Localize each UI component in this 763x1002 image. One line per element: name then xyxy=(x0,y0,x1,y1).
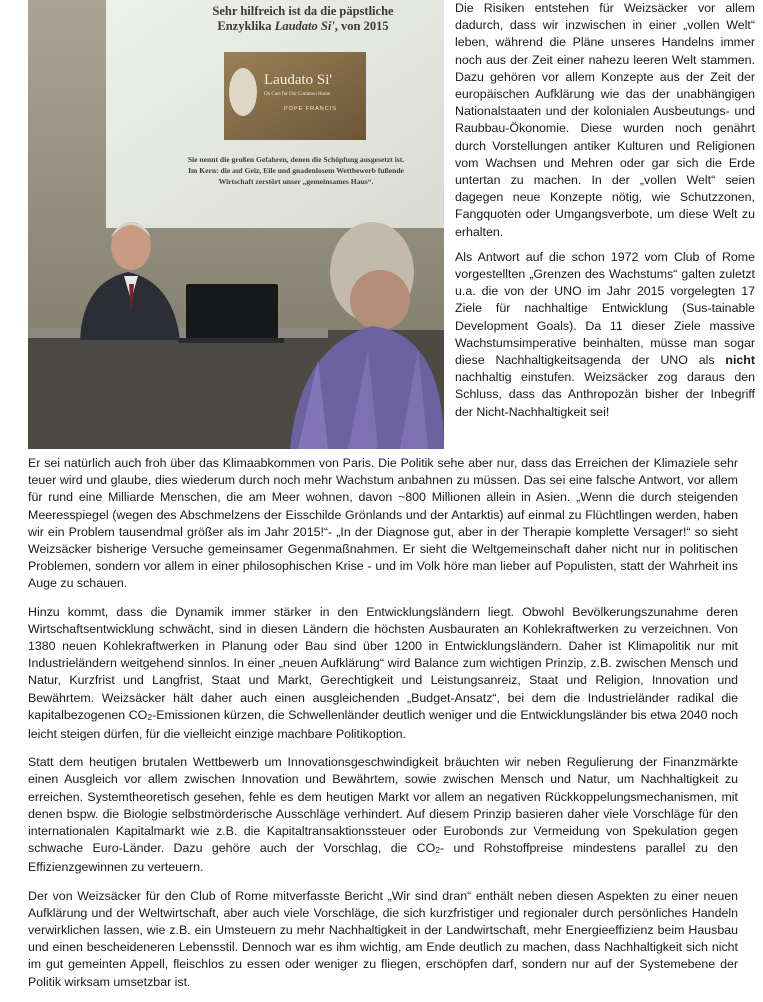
paragraph-club-of-rome: Als Antwort auf die schon 1972 vom Club of Rome vorgestellten „Grenzen des Wachstums“ galten zuletzt u.a. die von der UNO im Jahr 2015 vorgelegten 17 Ziele für nachhaltige Entwicklung (Sus-tainable Development Goals). Da 11 dieser Ziele massive Wachstumsimperative beinhalten, müsse man sogar diese Nachhaltigkeitsagenda der UNO als nicht nachhaltig einstufen. Weizsäcker zog daraus den Schluss, dass das Anthropozän bisher der Inbegriff der Nicht-Nachhaltigkeit sei! xyxy=(455,249,755,419)
slide-title-line2: Enzyklika Laudato Si', von 2015 xyxy=(217,19,389,33)
paragraph-developing-countries: Hinzu kommt, dass die Dynamik immer stärker in den Entwicklungsländern liegt. Obwohl Bevölkerungszunahme deren Wirtschaftsentwicklung schwächt, sind in diesen Ländern die höchsten Ausbauraten an Kohlekraftwerken zu verzeichnen. Von 1380 neuen Kohlekraftwerken in Planung oder Bau sind über 1200 in Entwicklungsländern. Daher ist Klimapolitik nur mit Industrieländern weitgehend sinnlos. In einer „neuen Aufklärung“ wird Balance zum wichtigen Prinzip, z.B. zwischen Mensch und Natur, Kurzfrist und Langfrist, Staat und Markt, Gerechtigkeit und Leistungsanreiz, Staat und Religion, Innovation und Bewährtem. Weizsäcker hält daher auch einen ausgleichenden „Budget-Ansatz“, bei dem die Industrieländer radikal die kapitalbezogenen CO2-Emissionen kürzen, die Schwellenländer deutlich weniger und die Entwicklungsländer bis etwa 2040 noch leicht steigen dürfen, für die vielleicht einzige machbare Politikoption. xyxy=(28,604,738,742)
lecture-photo xyxy=(28,0,444,449)
slide-caption-line1: Sie nennt die großen Gefahren, denen die Schöpfung ausgesetzt ist. xyxy=(187,155,405,164)
slide-title-line1: Sehr hilfreich ist da die päpstliche xyxy=(212,4,394,18)
right-column xyxy=(455,0,755,429)
paragraph-paris: Er sei natürlich auch froh über das Klimaabkommen von Paris. Die Politik sehe aber nur, dass das Erreichen der Klimaziele sehr teuer wird und glaube, dies wiederum durch noch mehr Wachstum anbahnen zu müssen. Das sei eine falsche Antwort, vor allem für rund eine Milliarde Menschen, die am Meer wohnen, davon ~800 Millionen allein in Asien. „Wenn die durch steigenden Meeresspiegel (wegen des Abschmelzens der Eisschilde Grönlands und der Antarktis) auf einmal zu Flüchtlingen werden, haben wir ein Problem tausendmal größer als im Jahr 2015!“- „In der Diagnose gut, aber in der Therapie komplette Versager!“ so sieht Weizsäcker bisherige Versuche gemeinsamer Gegenmaßnahmen. Er sieht die Weltgemeinschaft daher nicht nur in politischen Problemen, sondern vor allem in einer philosophischen Krise - und im Volk höre man lieber auf Populisten, statt der Wahrheit ins Auge zu schauen. xyxy=(28,456,738,591)
paragraph-competition: Statt dem heutigen brutalen Wettbewerb um Innovationsgeschwindigkeit bräuchten wir neben Regulierung der Finanzmärkte einen Ausgleich vor allem zwischen Innovation und Bewährtem, sowie zwischen Mensch und Natur, um Nachhaltigkeit zu erreichen. Systemtheoretisch gesehen, fehle es dem heutigen Markt vor allem an negativen Rückkoppelungsmechanismen, mit denen bspw. die Biologie selbstmörderische Ausschläge verhindert. Auf diesem Prinzip basieren daher viele Vorschläge für den internationalen Kapitalmarkt wie z.B. die Kapitaltransaktionssteuer oder Eurobonds zur Vermeidung von Spekulation gegen schwache Euro-Länder. Dazu gehöre auch der Vorschlag, die CO2- und Rohstoffpreise mindestens parallel zu den Effizienzgewinnen zu verteuern. xyxy=(28,755,738,875)
book-author: POPE FRANCIS xyxy=(284,106,337,112)
paragraph-report: Der von Weizsäcker für den Club of Rome mitverfasste Bericht „Wir sind dran“ enthält neben diesen Aspekten zu einer neuen Aufklärung und der Weltwirtschaft, aber auch viele Vorschläge, die sich kurzfristiger und regionaler durch persönliches Handeln verwirklichen lassen, wie z.B. ein Umsteuern zu mehr Nachhaltigkeit in der Landwirtschaft, mehr Energieeffizienz beim Hausbau und einen bescheideneren Lebensstil. Dennoch war es ihm wichtig, am Ende deutlich zu machen, dass Nachhaltigkeit sich nicht im gut gemeinten Appell, fleischlos zu essen oder weniger zu fliegen, erschöpfen darf, sondern nur auf der Systemebene der Politik wirksam umsetzbar ist. xyxy=(28,888,738,989)
slide-caption-line3: Wirtschaft zerstört unser „gemeinsames Haus“. xyxy=(218,177,374,186)
lecture-photo-illustration xyxy=(28,0,444,449)
emphasis-nicht: nicht xyxy=(725,353,755,368)
book-title: Laudato Si' xyxy=(264,72,333,88)
book-subtitle: On Care for Our Common Home xyxy=(264,92,331,97)
slide-caption xyxy=(146,154,444,187)
slide-caption-line2: Im Kern: die auf Geiz, Eile und gnadenlosem Wettbewerb fußende xyxy=(188,166,404,175)
paragraph-risks: Die Risiken entstehen für Weizsäcker vor allem dadurch, dass wir inzwischen in einer „vollen Welt“ leben, während die Pläne unseres Handelns immer noch aus der Zeit einer nahezu leeren Welt stammen. Dazu gehören vor allem Konzepte aus der Zeit der europäischen Aufklärung wie das der unabhängigen Nationalstaaten und der kolonialen Ausbeutungs- und Raubbau-Ökonomie. Diese wurden noch genährt durch Vorstellungen antiker Kulturen und Religionen vom Wachsen und Mehren oder gar sich die Erde untertan zu machen. In der „vollen Welt“ seien dagegen neue Konzepte nötig, wie Schutzzonen, Fangquoten oder Umgangsverbote, um diese Welt zu erhalten. xyxy=(455,1,755,239)
main-text xyxy=(28,455,738,1002)
slide-title xyxy=(138,4,444,34)
